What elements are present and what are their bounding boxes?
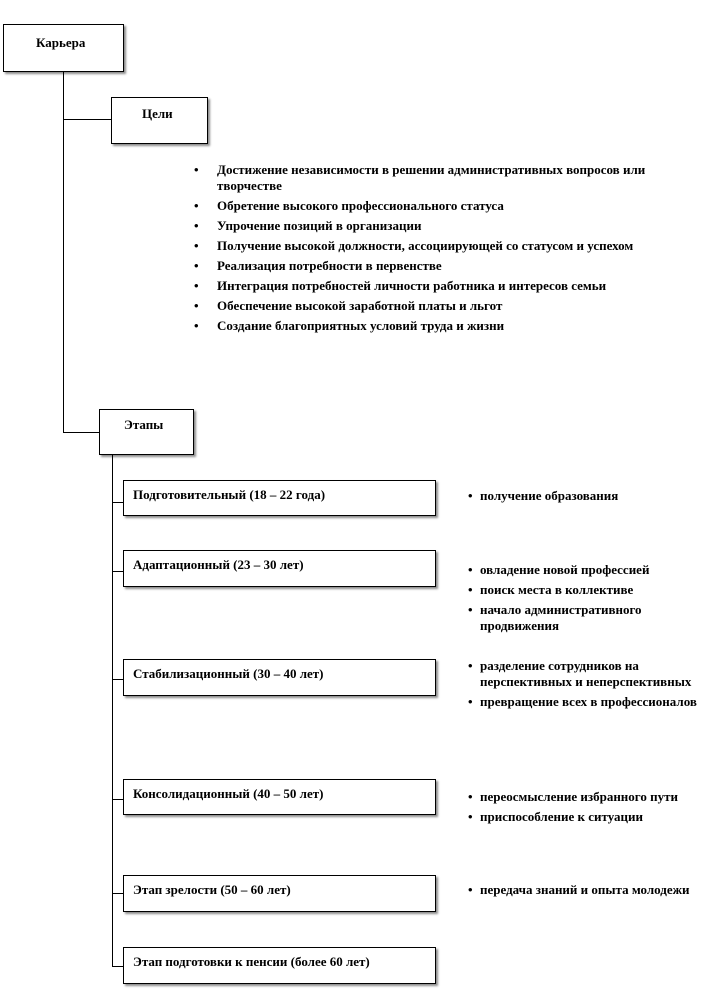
goal-item: • Создание благоприятных условий труда и жизни bbox=[200, 318, 695, 334]
connector-stage-1 bbox=[112, 502, 123, 503]
goal-item: • Упрочение позиций в организации bbox=[200, 218, 695, 234]
task-item: • поиск места в коллективе bbox=[468, 582, 703, 598]
stage-tasks-maturity bbox=[468, 882, 703, 902]
goals-list bbox=[200, 162, 695, 338]
stage-node-maturity bbox=[123, 875, 436, 912]
goal-item: • Обретение высокого профессионального статуса bbox=[200, 198, 695, 214]
task-item: • приспособление к ситуации bbox=[468, 809, 703, 825]
connector-stage-5 bbox=[112, 893, 123, 894]
task-item: • переосмысление избранного пути bbox=[468, 789, 703, 805]
connector-stage-2 bbox=[112, 571, 123, 572]
stage-tasks-stabilization bbox=[468, 658, 703, 714]
stage-tasks-preparatory bbox=[468, 488, 703, 508]
task-item: • передача знаний и опыта молодежи bbox=[468, 882, 703, 898]
stage-node-stabilization bbox=[123, 659, 436, 696]
stage-label: Консолидационный (40 – 50 лет) bbox=[133, 786, 324, 801]
connector-root-to-goals bbox=[63, 119, 111, 120]
goals-label: Цели bbox=[142, 106, 173, 121]
goal-item: • Реализация потребности в первенстве bbox=[200, 258, 695, 274]
task-item: • разделение сотрудников на перспективных и неперспективных bbox=[468, 658, 703, 690]
stage-label: Адаптационный (23 – 30 лет) bbox=[133, 557, 304, 572]
goal-item: • Получение высокой должности, ассоциирующей со статусом и успехом bbox=[200, 238, 695, 254]
connector-root-to-stages bbox=[63, 432, 99, 433]
stage-label: Этап зрелости (50 – 60 лет) bbox=[133, 882, 291, 897]
stage-label: Подготовительный (18 – 22 года) bbox=[133, 487, 326, 502]
stages-label: Этапы bbox=[124, 417, 164, 432]
career-label: Карьера bbox=[36, 35, 86, 50]
goal-item: • Интеграция потребностей личности работника и интересов семьи bbox=[200, 278, 695, 294]
stage-node-consolidation bbox=[123, 779, 436, 815]
connector-stages-trunk bbox=[112, 455, 113, 966]
stage-node-pre-retirement bbox=[123, 947, 436, 984]
stages-node bbox=[99, 409, 194, 455]
goal-item: • Обеспечение высокой заработной платы и льгот bbox=[200, 298, 695, 314]
stage-label: Этап подготовки к пенсии (более 60 лет) bbox=[133, 954, 370, 969]
stage-tasks-consolidation bbox=[468, 789, 703, 829]
goals-node bbox=[111, 97, 208, 144]
task-item: • получение образования bbox=[468, 488, 703, 504]
stage-tasks-adaptation bbox=[468, 562, 703, 638]
connector-stage-4 bbox=[112, 799, 123, 800]
stage-node-adaptation bbox=[123, 550, 436, 587]
career-node bbox=[3, 24, 124, 72]
task-item: • начало административного продвижения bbox=[468, 602, 703, 634]
connector-stage-6 bbox=[112, 966, 123, 967]
task-item: • овладение новой профессией bbox=[468, 562, 703, 578]
stage-node-preparatory bbox=[123, 480, 436, 516]
connector-root-trunk bbox=[63, 72, 64, 433]
task-item: • превращение всех в профессионалов bbox=[468, 694, 703, 710]
stage-label: Стабилизационный (30 – 40 лет) bbox=[133, 666, 324, 681]
goal-item: • Достижение независимости в решении административных вопросов или творчестве bbox=[200, 162, 695, 194]
connector-stage-3 bbox=[112, 679, 123, 680]
